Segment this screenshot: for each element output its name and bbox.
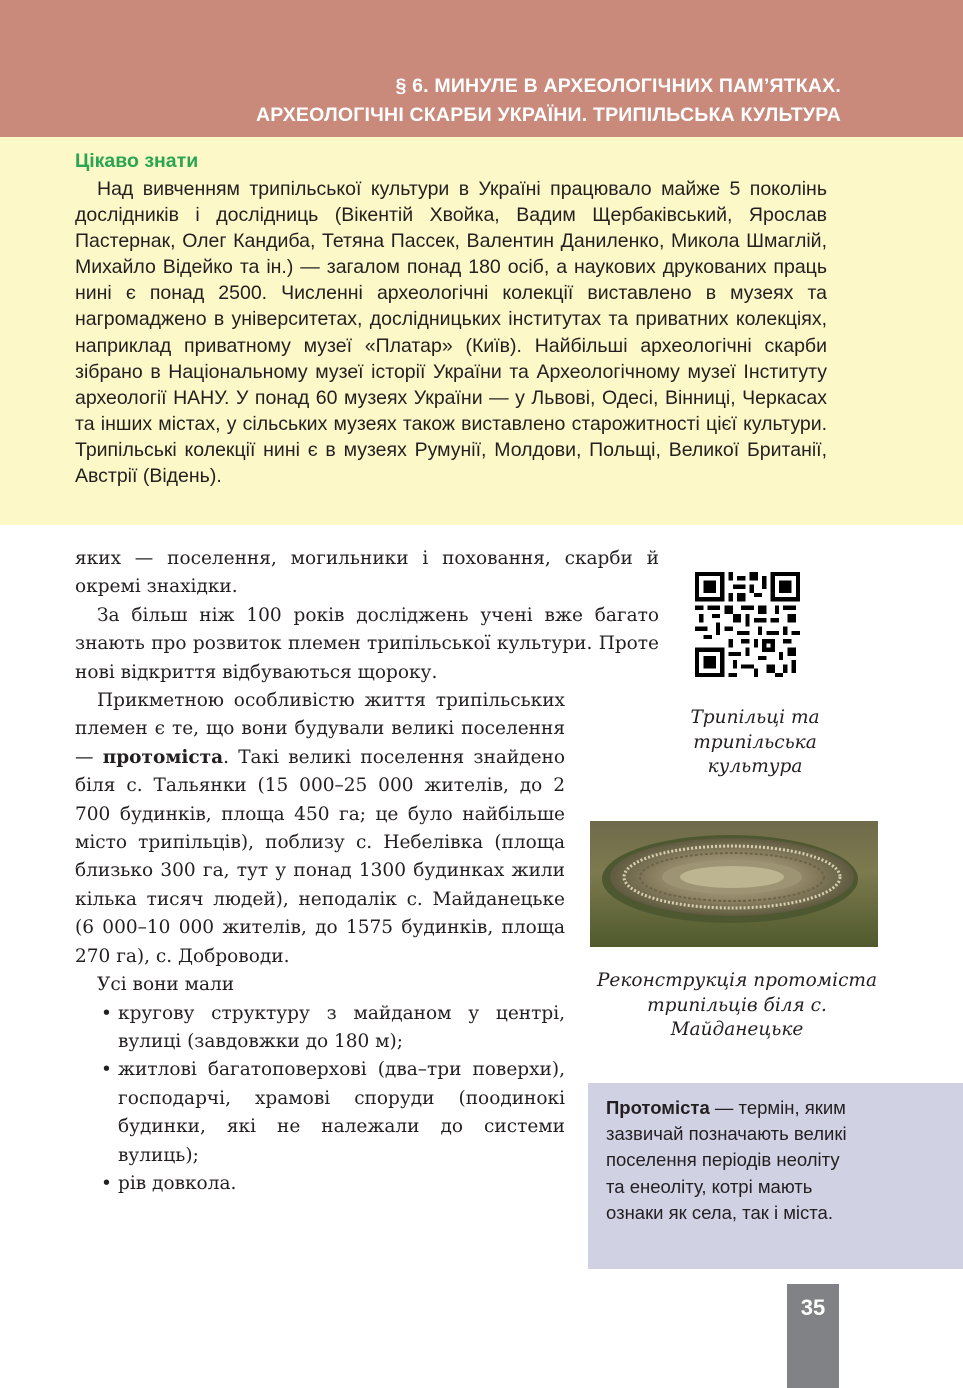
interesting-facts-heading: Цікаво знати (75, 150, 199, 172)
list-item: • рів довкола. (75, 1170, 565, 1198)
list-item: • житлові багатоповерхові (два–три поверхи), господарчі, храмові споруди (поодинокі будинки, які не належали до системи вулиць); (75, 1056, 565, 1170)
paragraph-3 (75, 687, 565, 971)
paragraph-3-start: Прикметною особливістю життя трипільських племен є те, що вони будували великі поселення — (75, 690, 565, 768)
interesting-facts-text: Над вивченням трипільської культури в Україні працювало майже 5 поколінь дослідників і дослідниць (Вікентій Хвойка, Вадим Щербаківський, Ярослав Пастернак, Олег Кандиба, Тетяна Пассек, Валентин Даниленко, Микола Шмаглій, Михайло Відейко та ін.) — загалом понад 180 осіб, а наукових друкованих праць нині є понад 2500. Численні археологічні колекції виставлено в музеях та нагромаджено в університетах, дослідницьких інститутах та приватних колекціях, наприклад приватному музеї «Платар» (Київ). Найбільші археологічні скарби зібрано в Національному музеї історії України та Археологічному музеї Інституту археології НАНУ. У понад 60 музеях України — у Львові, Одесі, Вінниці, Черкасах та інших містах, у сільських музеях також виставлено старожитності цієї культури. Трипільські колекції нині є в музеях Румунії, Молдови, Польщі, Великої Британії, Австрії (Відень). (75, 178, 827, 488)
page-number: 35 (800, 1295, 826, 1320)
qr-caption: Трипільці та трипільська культура (690, 707, 820, 777)
image-caption: Реконструкція протоміста трипільців біля с. Майданецьке (596, 970, 877, 1040)
main-text (75, 545, 659, 1198)
chapter-title-line2: АРХЕОЛОГІЧНІ СКАРБИ УКРАЇНИ. ТРИПІЛЬСЬКА КУЛЬТУРА (255, 104, 841, 126)
paragraph-3-end: . Такі великі поселення знайдено біля с. Тальянки (15 000–25 000 жителів, до 2 700 будинків, площа 450 га; це було найбільше місто трипільців), поблизу с. Небелівка (площа близько 300 га, тут у понад 1300 будинках жили кілька тисяч людей), неподалік с. Майданецьке (6 000–10 000 жителів, до 1575 будинків, площа 270 га), с. Доброводи. (75, 746, 565, 967)
term-description: — термін, яким зазвичай позначають великі поселення періодів неоліту та енеоліту, котрі мають ознаки як села, так і міста. (606, 1097, 847, 1223)
features-list (75, 1000, 565, 1199)
chapter-title-line1: § 6. МИНУЛЕ В АРХЕОЛОГІЧНИХ ПАМ’ЯТКАХ. (395, 75, 841, 97)
paragraph-1: яких — поселення, могильники і поховання, скарби й окремі знахідки. (75, 548, 659, 598)
paragraph-2: За більш ніж 100 років досліджень учені вже багато знають про розвиток племен трипільської культури. Проте нові відкриття відбуваються щороку. (75, 604, 659, 683)
qr-code[interactable] (695, 572, 800, 677)
settlement-reconstruction-image (590, 821, 878, 947)
chapter-title (256, 72, 841, 130)
term-definition (606, 1095, 856, 1226)
term-name: Протоміста (606, 1097, 710, 1118)
list-intro: Усі вони мали (97, 974, 235, 996)
term-protocities: протоміста (102, 746, 224, 768)
list-item: • кругову структуру з майданом у центрі, вулиці (завдовжки до 180 м); (75, 1000, 565, 1057)
